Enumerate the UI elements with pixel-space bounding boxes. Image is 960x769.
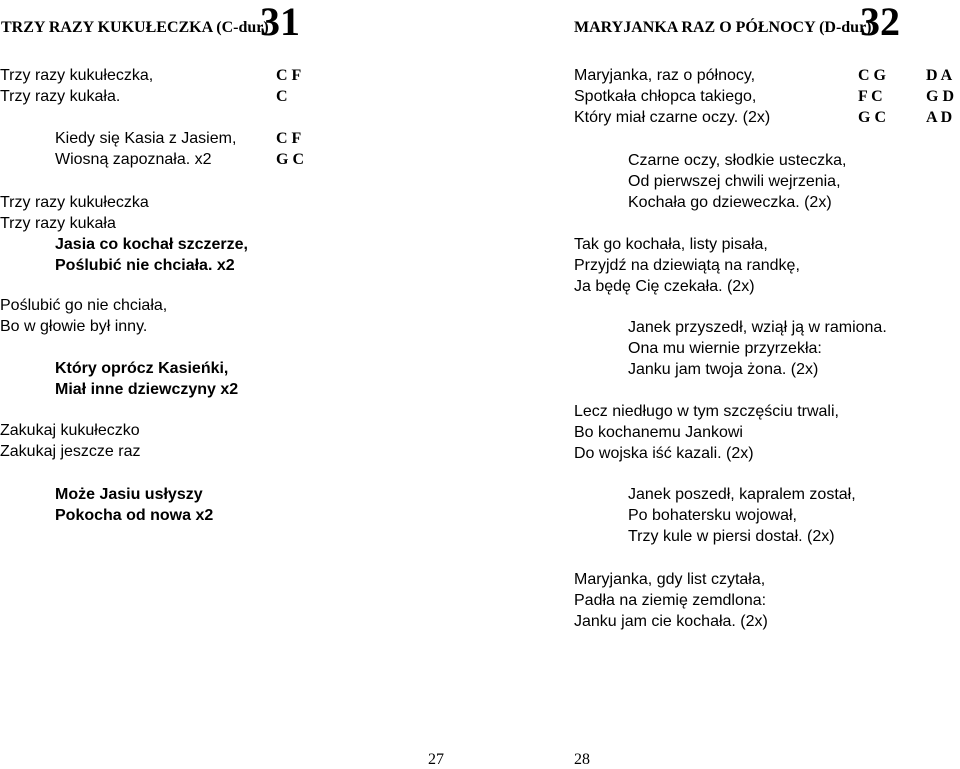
lyric-line: Maryjanka, raz o północy,	[574, 67, 756, 84]
lyric-line: Trzy razy kukułeczka	[0, 194, 149, 211]
lyric-line: Bo w głowie był inny.	[0, 318, 148, 335]
chord: C F	[276, 130, 302, 147]
lyric-line: Tak go kochała, listy pisała,	[574, 236, 768, 253]
chord: G C	[276, 151, 304, 168]
page-number-right: 28	[574, 751, 590, 768]
lyric-line: Kiedy się Kasia z Jasiem,	[55, 130, 237, 147]
lyric-line: Janek poszedł, kapralem został,	[628, 486, 856, 503]
song-title-left: TRZY RAZY KUKUŁECZKA (C-dur)	[1, 19, 269, 36]
chord: F C	[858, 88, 883, 105]
song-title-right: MARYJANKA RAZ O PÓŁNOCY (D-dur)	[574, 19, 872, 36]
chord: C F	[276, 67, 302, 84]
lyric-line: Trzy razy kukała.	[0, 88, 121, 105]
chord: G C	[858, 109, 886, 126]
lyric-line: Trzy razy kukała	[0, 215, 116, 232]
lyric-line: Może Jasiu usłyszy	[55, 486, 203, 503]
song-number-right: 32	[860, 0, 900, 44]
lyric-line: Który miał czarne oczy. (2x)	[574, 109, 771, 126]
lyric-line: Kochała go dzieweczka. (2x)	[628, 194, 832, 211]
lyric-line: Wiosną zapoznała. x2	[55, 151, 212, 168]
lyric-line: Ona mu wiernie przyrzekła:	[628, 340, 822, 357]
chord: C G	[858, 67, 886, 84]
page-number-left: 27	[428, 751, 444, 768]
lyric-line: Czarne oczy, słodkie usteczka,	[628, 152, 847, 169]
lyric-line: Trzy razy kukułeczka,	[0, 67, 154, 84]
chord: C	[276, 88, 288, 105]
lyric-line: Janku jam twoja żona. (2x)	[628, 361, 819, 378]
lyric-line: Do wojska iść kazali. (2x)	[574, 445, 754, 462]
lyric-line: Poślubić nie chciała. x2	[55, 257, 235, 274]
lyric-line: Po bohatersku wojował,	[628, 507, 797, 524]
lyric-line: Maryjanka, gdy list czytała,	[574, 571, 766, 588]
lyric-line: Miał inne dziewczyny x2	[55, 381, 239, 398]
lyric-line: Jasia co kochał szczerze,	[55, 236, 248, 253]
lyric-line: Przyjdź na dziewiątą na randkę,	[574, 257, 800, 274]
lyric-line: Bo kochanemu Jankowi	[574, 424, 743, 441]
lyric-line: Od pierwszej chwili wejrzenia,	[628, 173, 841, 190]
lyric-line: Padła na ziemię zemdlona:	[574, 592, 767, 609]
lyric-line: Zakukaj jeszcze raz	[0, 443, 141, 460]
chord: G D	[926, 88, 954, 105]
chord: D A	[926, 67, 953, 84]
lyric-line: Trzy kule w piersi dostał. (2x)	[628, 528, 835, 545]
lyric-line: Spotkała chłopca takiego,	[574, 88, 757, 105]
lyric-line: Zakukaj kukułeczko	[0, 422, 140, 439]
lyric-line: Który oprócz Kasieńki,	[55, 360, 229, 377]
lyric-line: Lecz niedługo w tym szczęściu trwali,	[574, 403, 839, 420]
song-number-left: 31	[260, 0, 300, 44]
chord: A D	[926, 109, 953, 126]
lyric-line: Janku jam cie kochała. (2x)	[574, 613, 768, 630]
lyric-line: Poślubić go nie chciała,	[0, 297, 168, 314]
lyric-line: Ja będę Cię czekała. (2x)	[574, 278, 755, 295]
lyric-line: Janek przyszedł, wziął ją w ramiona.	[628, 319, 887, 336]
lyric-line: Pokocha od nowa x2	[55, 507, 214, 524]
